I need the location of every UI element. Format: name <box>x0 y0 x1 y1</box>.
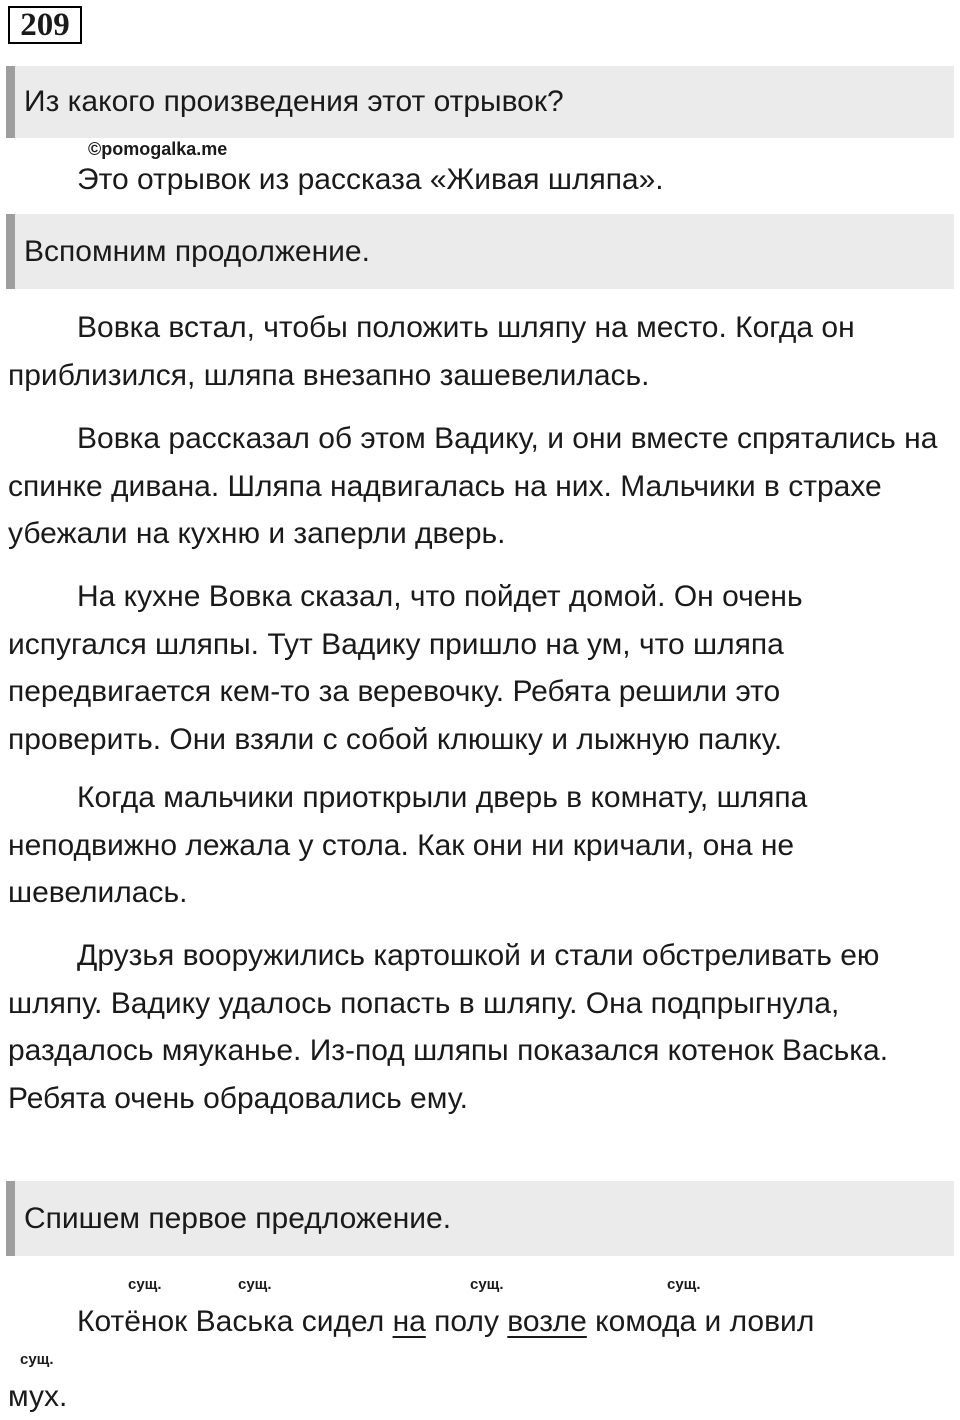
sentence-part: комода и ловил <box>586 1305 815 1338</box>
paragraph: Вовка рассказал об этом Вадику, и они вместе спрятались на спинке дивана. Шляпа надвигалась на них. Мальчики в страхе убежали на кухню и заперли дверь. <box>8 422 938 550</box>
paragraph: Вовка встал, чтобы положить шляпу на место. Когда он приблизился, шляпа внезапно зашевелилась. <box>8 311 855 392</box>
pos-mark-noun: сущ. <box>470 1276 504 1293</box>
watermark: ©pomogalka.me <box>88 139 228 159</box>
pos-mark-noun: сущ. <box>238 1276 272 1293</box>
pos-mark-noun: сущ. <box>128 1276 162 1293</box>
example-sentence <box>8 1298 938 1346</box>
paragraph: Друзья вооружились картошкой и стали обстреливать ею шляпу. Вадику удалось попасть в шляпу. Она подпрыгнула, раздалось мяуканье. Из-под шляпы показался котенок Васька. Ребята очень обрадовались ему. <box>8 939 889 1115</box>
underlined-preposition: возле <box>507 1305 587 1338</box>
sentence-part: полу <box>425 1305 508 1338</box>
section-heading-source <box>6 66 954 138</box>
section-heading-copy <box>6 1181 954 1256</box>
task-number: 209 <box>8 6 82 44</box>
paragraph: Когда мальчики приоткрыли дверь в комнату, шляпа неподвижно лежала у стола. Как они ни кричали, она не шевелилась. <box>8 781 808 909</box>
heading-text: Спишем первое предложение. <box>24 1201 452 1235</box>
heading-text: Из какого произведения этот отрывок? <box>24 85 564 118</box>
sentence-last-word: мух. <box>8 1380 68 1413</box>
underlined-preposition: на <box>392 1305 426 1338</box>
pos-mark-noun: сущ. <box>667 1276 701 1293</box>
paragraph: На кухне Вовка сказал, что пойдет домой. Он очень испугался шляпы. Тут Вадику пришло на ум, что шляпа передвигается кем-то за веревочку. Ребята решили это проверить. Они взяли с собой клюшку и лыжную палку. <box>8 580 803 756</box>
answer-text: Это отрывок из рассказа «Живая шляпа». <box>77 163 664 196</box>
section-heading-continuation <box>6 214 954 289</box>
heading-text: Вспомним продолжение. <box>24 234 370 268</box>
sentence-part: Котёнок Васька сидел <box>77 1305 393 1338</box>
pos-mark-noun: сущ. <box>20 1351 54 1368</box>
